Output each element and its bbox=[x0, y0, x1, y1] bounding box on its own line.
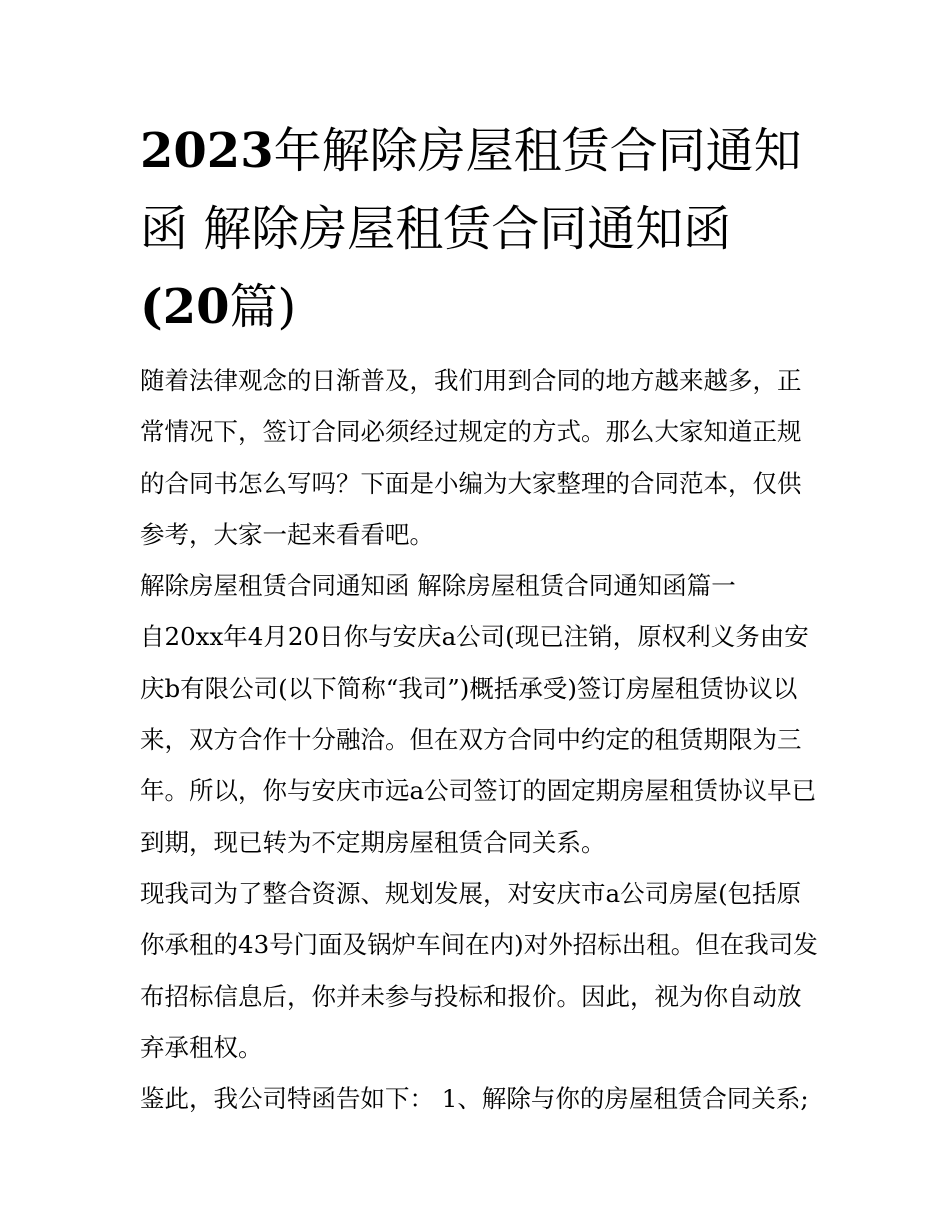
document-title bbox=[140, 112, 830, 346]
title-line2: 函 解除房屋租赁合同通知函 bbox=[140, 201, 732, 257]
tender-paragraph: 现我司为了整合资源、规划发展，对安庆市a公司房屋(包括原你承租的43号门面及锅炉车间在内)对外招标出租。但在我司发布招标信息后，你并未参与投标和报价。因此，视为你自动放弃承租权。 bbox=[140, 878, 818, 1062]
title-line3-text: 篇) bbox=[229, 279, 297, 335]
title-line1-text: 年解除房屋租赁合同通知 bbox=[273, 123, 802, 179]
document-body bbox=[140, 355, 820, 1124]
notice-paragraph: 鉴此，我公司特函告如下： 1、解除与你的房屋租赁合同关系; bbox=[140, 1084, 809, 1114]
title-year: 2023 bbox=[140, 123, 274, 179]
section-heading: 解除房屋租赁合同通知函 解除房屋租赁合同通知函篇一 bbox=[140, 571, 736, 601]
lease-history-paragraph: 自20xx年4月20日你与安庆a公司(现已注销，原权利义务由安庆b有限公司(以下简称“我司”)概括承受)签订房屋租赁协议以来，双方合作十分融洽。但在双方合同中约定的租赁期限为三年。所以，你与安庆市远a公司签订的固定期房屋租赁协议早已到期，现已转为不定期房屋租赁合同关系。 bbox=[140, 622, 817, 857]
title-count: (20 bbox=[140, 279, 230, 335]
intro-paragraph: 随着法律观念的日渐普及，我们用到合同的地方越来越多，正常情况下，签订合同必须经过规定的方式。那么大家知道正规的合同书怎么写吗？下面是小编为大家整理的合同范本，仅供参考，大家一起来看看吧。 bbox=[140, 366, 802, 549]
